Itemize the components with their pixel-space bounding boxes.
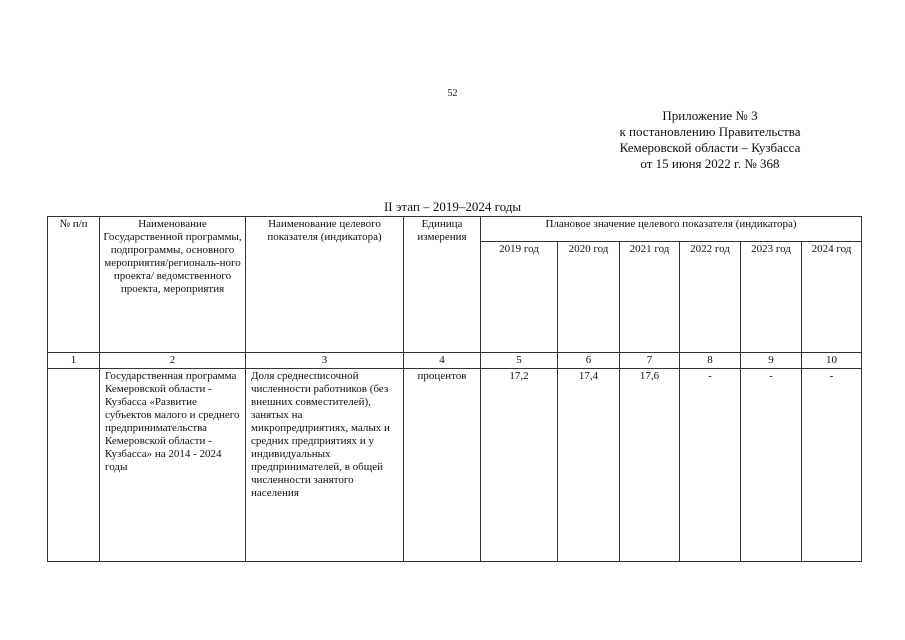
value-2024: -	[802, 369, 862, 562]
indicator-name: Доля среднесписочной численности работников (без внешних совместителей), занятых на микропредприятиях, малых и средних предприятиях и у индивидуальных предпринимателей, в общей численности занятого населения	[246, 369, 404, 562]
header-program: Наименование Государственной программы, подпрограммы, основного мероприятия/региональ-ного проекта/ ведомственного проекта, мероприятия	[100, 217, 246, 353]
indicators-table	[47, 216, 862, 562]
appendix-line-1: Приложение № 3	[662, 108, 758, 123]
row-num	[48, 369, 100, 562]
value-2022: -	[680, 369, 741, 562]
column-number: 4	[404, 353, 481, 369]
column-number: 6	[558, 353, 620, 369]
column-number-row	[48, 353, 862, 369]
column-number: 7	[620, 353, 680, 369]
value-2019: 17,2	[481, 369, 558, 562]
column-number: 10	[802, 353, 862, 369]
column-number: 5	[481, 353, 558, 369]
page-number: 52	[447, 88, 458, 99]
unit-value: процентов	[404, 369, 481, 562]
column-number: 3	[246, 353, 404, 369]
column-number: 1	[48, 353, 100, 369]
header-unit: Единица измерения	[404, 217, 481, 353]
header-year-2023: 2023 год	[741, 242, 802, 353]
program-name: Государственная программа Кемеровской области - Кузбасса «Развитие субъектов малого и среднего предпринимательства Кемеровской области - Кузбасса» на 2014 - 2024 годы	[100, 369, 246, 562]
header-num: № п/п	[48, 217, 100, 353]
column-number: 9	[741, 353, 802, 369]
value-2021: 17,6	[620, 369, 680, 562]
header-year-2021: 2021 год	[620, 242, 680, 353]
value-2023: -	[741, 369, 802, 562]
header-year-2019: 2019 год	[481, 242, 558, 353]
header-row	[48, 217, 862, 242]
appendix-line-2: к постановлению Правительства	[619, 124, 801, 139]
appendix-line-4: от 15 июня 2022 г. № 368	[640, 156, 780, 171]
header-year-2022: 2022 год	[680, 242, 741, 353]
stage-title: II этап – 2019–2024 годы	[383, 199, 522, 214]
table-row	[48, 369, 862, 562]
appendix-line-3: Кемеровской области – Кузбасса	[619, 140, 801, 155]
header-year-2024: 2024 год	[802, 242, 862, 353]
header-year-2020: 2020 год	[558, 242, 620, 353]
header-planned: Плановое значение целевого показателя (индикатора)	[481, 217, 862, 242]
header-indicator: Наименование целевого показателя (индикатора)	[246, 217, 404, 353]
value-2020: 17,4	[558, 369, 620, 562]
column-number: 2	[100, 353, 246, 369]
column-number: 8	[680, 353, 741, 369]
appendix-block	[560, 108, 860, 172]
